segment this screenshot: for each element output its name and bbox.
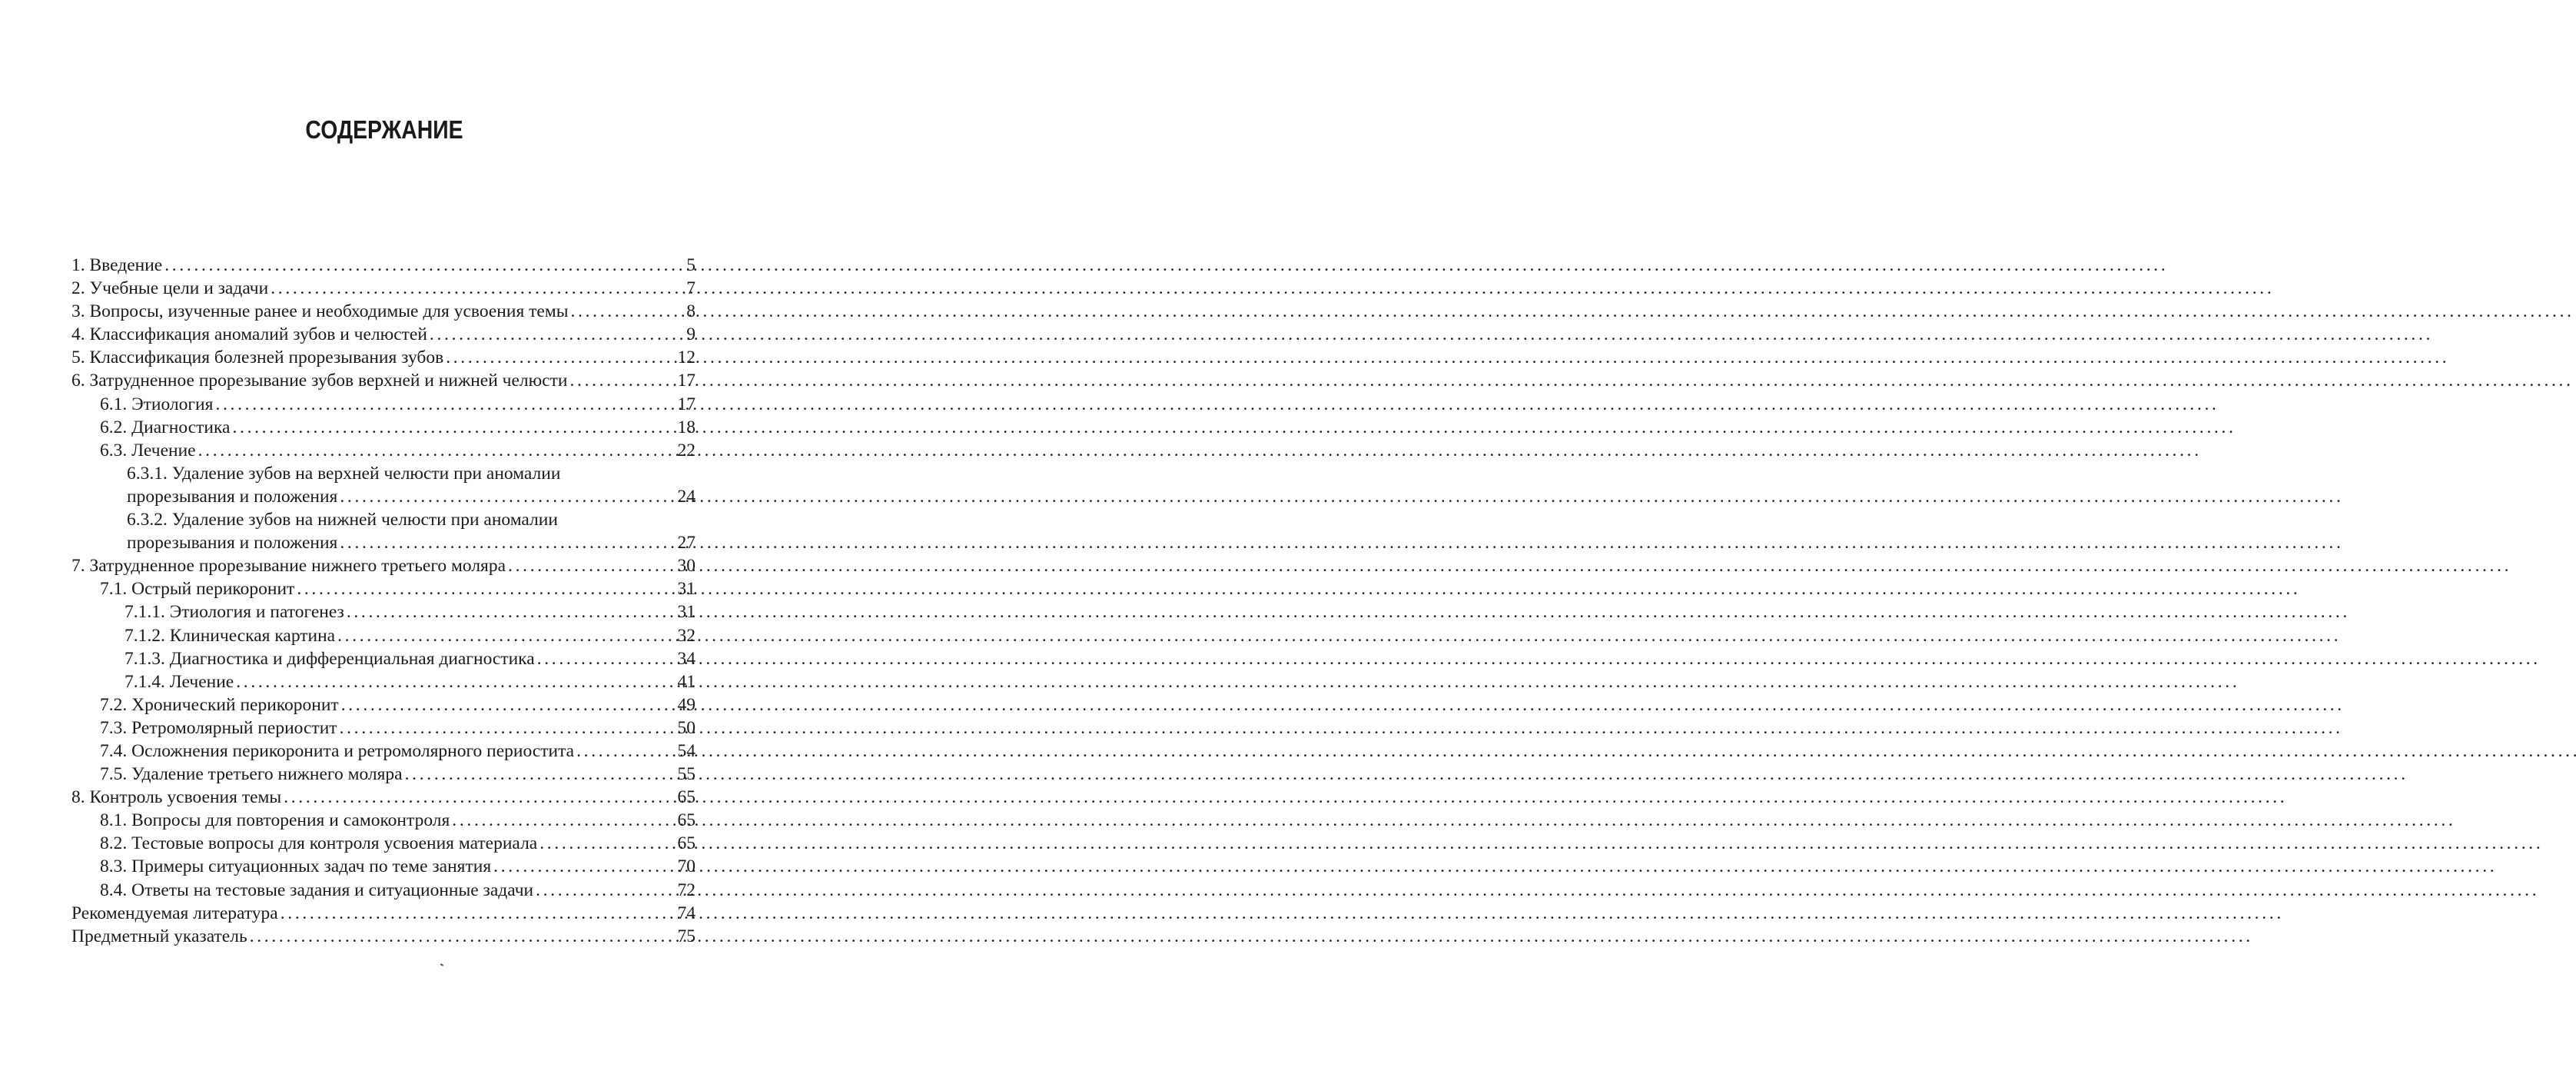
dot-leader (284, 786, 675, 809)
toc-entry-label: Рекомендуемая литература (71, 903, 278, 923)
toc-entry-page: 9 (686, 324, 695, 345)
toc-entry-label: 6.3.2. Удаление зубов на нижней челюсти при аномалии (127, 510, 558, 530)
dot-leader (539, 832, 675, 855)
toc-entry[interactable] (71, 300, 695, 323)
toc-entry-label: 4. Классификация аномалий зубов и челюстей (71, 324, 427, 345)
toc-entry-page: 32 (677, 625, 695, 646)
dot-leader (493, 855, 675, 878)
toc-entry-page: 74 (677, 903, 695, 923)
toc-entry-label: 7.3. Ретромолярный периостит (100, 717, 337, 738)
toc-entry-label: 8.4. Ответы на тестовые задания и ситуационные задачи (100, 880, 534, 900)
dot-leader (340, 717, 676, 740)
toc-entry[interactable] (71, 600, 695, 623)
toc-entry-label: 7.1.2. Клиническая картина (124, 625, 336, 646)
toc-entry[interactable] (71, 809, 695, 832)
dot-leader (236, 670, 675, 693)
toc-entry-page: 50 (677, 717, 695, 738)
toc-entry-page: 17 (677, 371, 695, 391)
dot-leader (571, 300, 685, 323)
dot-leader (576, 740, 675, 763)
toc-entry[interactable] (71, 416, 695, 439)
scan-speck (440, 963, 443, 966)
dot-leader (405, 763, 676, 786)
toc-entry-line1[interactable] (71, 462, 695, 485)
toc-entry-page: 31 (677, 602, 695, 623)
toc-entry-page: 75 (677, 926, 695, 946)
toc-entry[interactable] (71, 879, 695, 902)
toc-entry-page: 18 (677, 417, 695, 437)
toc-entry-label: 7.2. Хронический перикоронит (100, 694, 339, 715)
toc-entry[interactable] (71, 902, 695, 925)
toc-entry-label: 1. Введение (71, 255, 163, 275)
toc-entry[interactable] (71, 323, 695, 346)
toc-entry[interactable] (71, 277, 695, 300)
toc-entry[interactable] (71, 369, 695, 392)
toc-entry[interactable] (71, 855, 695, 878)
toc-entry-page: 54 (677, 740, 695, 761)
toc-entry[interactable] (71, 577, 695, 600)
toc-entry-page: 17 (677, 394, 695, 414)
toc-entry-label: 8.1. Вопросы для повторения и самоконтроля (100, 810, 450, 831)
toc-entry[interactable] (71, 763, 695, 786)
dot-leader (536, 879, 675, 902)
document-page (0, 0, 768, 1084)
toc-entry-label: 8.3. Примеры ситуационных задач по теме занятия (100, 856, 492, 877)
dot-leader (452, 809, 675, 832)
dot-leader (508, 554, 675, 577)
toc-entry[interactable] (71, 717, 695, 740)
toc-entry-label: 8.2. Тестовые вопросы для контроля усвоения материала (100, 833, 538, 854)
dot-leader (340, 485, 675, 508)
toc-entry[interactable] (71, 832, 695, 855)
dot-leader (232, 416, 675, 439)
toc-entry[interactable] (71, 786, 695, 809)
toc-entry[interactable] (71, 693, 695, 717)
dot-leader (446, 346, 675, 369)
toc-entry-page: 30 (677, 556, 695, 577)
toc-entry-label: 2. Учебные цели и задачи (71, 278, 269, 299)
toc-entry-page: 24 (677, 486, 695, 507)
toc-entry[interactable] (71, 254, 695, 277)
dot-leader (340, 531, 675, 554)
dot-leader (537, 647, 676, 670)
toc-entry[interactable] (71, 740, 695, 763)
toc-entry-label: прорезывания и положения (127, 486, 338, 507)
toc-entry[interactable] (71, 670, 695, 693)
toc-entry-label: 7.1.1. Этиология и патогенез (124, 602, 344, 623)
toc-entry[interactable] (71, 647, 695, 670)
table-of-contents (71, 254, 695, 948)
dot-leader (297, 577, 675, 600)
toc-entry-label: 7.1. Острый перикоронит (100, 579, 295, 600)
toc-entry-page: 65 (677, 810, 695, 831)
toc-entry-label: 6.3. Лечение (100, 440, 196, 461)
dot-leader (250, 925, 676, 948)
toc-entry-label: 6.1. Этиология (100, 394, 214, 414)
toc-entry-line2[interactable] (71, 531, 695, 554)
toc-entry[interactable] (71, 346, 695, 369)
toc-entry-label: 6.2. Диагностика (100, 417, 231, 437)
toc-entry-label: Предметный указатель (71, 926, 247, 946)
toc-entry-label: 7.4. Осложнения перикоронита и ретромолярного периостита (100, 740, 575, 761)
toc-entry-page: 41 (677, 671, 695, 692)
toc-entry-label: 6.3.1. Удаление зубов на верхней челюсти при аномалии (127, 463, 561, 484)
toc-entry[interactable] (71, 624, 695, 647)
dot-leader (347, 600, 676, 623)
toc-entry-label: 5. Классификация болезней прорезывания зубов (71, 347, 444, 368)
toc-entry-line2[interactable] (71, 485, 695, 508)
toc-entry-label: 7.5. Удаление третьего нижнего моляра (100, 764, 403, 785)
toc-entry-page: 65 (677, 833, 695, 854)
dot-leader (164, 254, 684, 277)
toc-entry-page: 27 (677, 533, 695, 554)
toc-entry[interactable] (71, 554, 695, 577)
toc-entry[interactable] (71, 925, 695, 948)
toc-entry-page: 7 (686, 278, 695, 299)
dot-leader (337, 624, 675, 647)
dot-leader (215, 393, 675, 416)
dot-leader (198, 439, 676, 462)
toc-entry-label: 7.1.4. Лечение (124, 671, 234, 692)
toc-entry-page: 31 (677, 579, 695, 600)
dot-leader (341, 693, 676, 717)
toc-entry-page: 72 (677, 880, 695, 900)
toc-entry-page: 34 (677, 648, 695, 669)
toc-entry-label: прорезывания и положения (127, 533, 338, 554)
dot-leader (281, 902, 676, 925)
toc-entry-label: 8. Контроль усвоения темы (71, 787, 282, 808)
dot-leader (569, 369, 675, 392)
toc-entry-page: 12 (677, 347, 695, 368)
toc-entry-page: 55 (677, 764, 695, 785)
toc-entry-page: 5 (686, 255, 695, 275)
toc-entry[interactable] (71, 393, 695, 416)
dot-leader (430, 323, 684, 346)
toc-entry-page: 8 (686, 301, 695, 322)
page-title: СОДЕРЖАНИЕ (305, 115, 463, 144)
toc-entry-page: 70 (677, 856, 695, 877)
toc-entry-label: 7. Затрудненное прорезывание нижнего третьего моляра (71, 556, 506, 577)
toc-entry[interactable] (71, 439, 695, 462)
toc-entry-line1[interactable] (71, 508, 695, 531)
toc-entry-label: 6. Затрудненное прорезывание зубов верхней и нижней челюсти (71, 371, 568, 391)
toc-entry-page: 65 (677, 787, 695, 808)
toc-entry-page: 22 (677, 440, 695, 461)
dot-leader (271, 277, 684, 300)
toc-entry-label: 3. Вопросы, изученные ранее и необходимые для усвоения темы (71, 301, 569, 322)
toc-entry-label: 7.1.3. Диагностика и дифференциальная диагностика (124, 648, 535, 669)
toc-entry-page: 49 (677, 694, 695, 715)
